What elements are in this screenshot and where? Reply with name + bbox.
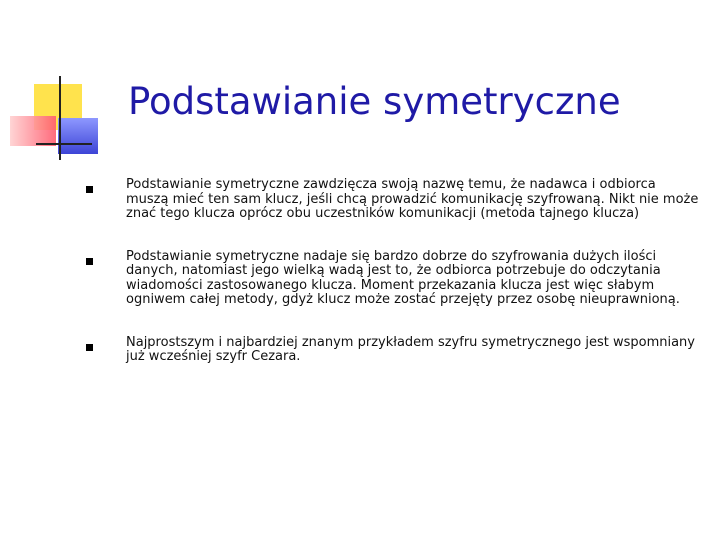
bullet-text: Podstawianie symetryczne zawdzięcza swoją nazwę temu, że nadawca i odbiorca muszą mieć ten sam klucz, jeśli chcą prowadzić komunikację szyfrowaną. Nikt nie może znać tego klucza oprócz obu uczestników komunikacji (metoda tajnego klucza): [126, 177, 699, 221]
bullet-square-icon: [86, 186, 93, 193]
bullet-text: Podstawianie symetryczne nadaje się bardzo dobrze do szyfrowania dużych ilości danych, natomiast jego wielką wadą jest to, że odbiorca potrzebuje do odczytania wiadomości zastosowanego klucza. Moment przekazania klucza jest więc słabym ogniwem całej metody, gdyż klucz może zostać przejęty przez osobę nieuprawnioną.: [126, 248, 680, 307]
logo-blue-square: [58, 118, 98, 154]
bullet-list: [86, 178, 700, 393]
logo-red-square: [10, 116, 56, 146]
logo-vertical-line: [59, 76, 61, 160]
bullet-square-icon: [86, 258, 93, 265]
logo-horizontal-line: [36, 143, 92, 145]
bullet-item: [86, 178, 700, 222]
bullet-item: [86, 250, 700, 308]
slide-title: Podstawianie symetryczne: [128, 80, 621, 123]
bullet-text: Najprostszym i najbardziej znanym przykładem szyfru symetrycznego jest wspomniany już wcześniej szyfr Cezara.: [126, 334, 695, 364]
bullet-item: [86, 336, 700, 365]
decorative-logo: [0, 0, 110, 170]
bullet-square-icon: [86, 344, 93, 351]
